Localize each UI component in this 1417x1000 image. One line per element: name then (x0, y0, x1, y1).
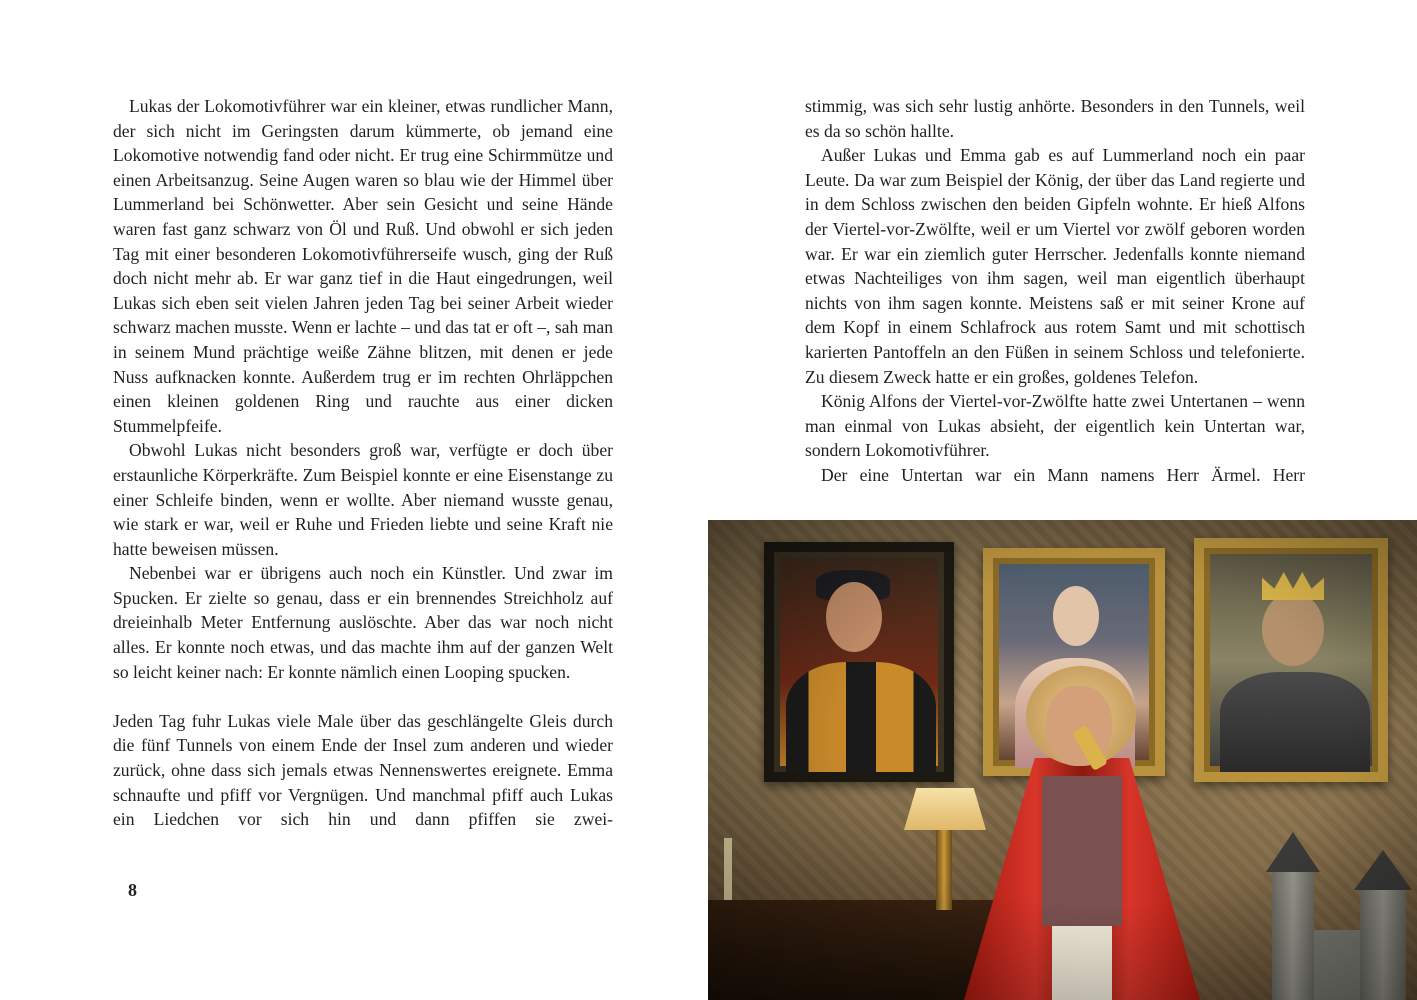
lamp-base (936, 830, 952, 910)
section-break (113, 684, 613, 709)
paragraph: Der eine Untertan war ein Mann namens Herr Ärmel. Herr (821, 464, 1305, 485)
candle (724, 838, 732, 900)
king-figure (964, 666, 1200, 1000)
portrait-body (786, 662, 936, 772)
paragraph: Obwohl Lukas nicht besonders groß war, verfügte er doch über erstaunliche Körperkräfte. Zum Beispiel konnte er eine Eisenstange zu einer Schleife binden, wenn er wollte. Aber niemand wusste genau, wie stark er war, weil er Ruhe und Frieden liebte und seine Kraft nie hatte beweisen müssen. (113, 440, 613, 559)
paragraph: König Alfons der Viertel-vor-Zwölfte hatte zwei Untertanen – wenn man einmal von Lukas absieht, der eigentlich kein Untertan war, sondern Lokomotivführer. (805, 391, 1305, 461)
illustration-photo (708, 520, 1417, 1000)
portrait-frame-3 (1194, 538, 1388, 782)
side-table (708, 900, 998, 1000)
castle-model (1264, 836, 1417, 1000)
paragraph: Außer Lukas und Emma gab es auf Lummerland noch ein paar Leute. Da war zum Beispiel der König, der über das Land regierte und in dem Schloss zwischen den beiden Gipfeln wohnte. Er hieß Alfons der Viertel-vor-Zwölfte, weil er um Viertel vor zwölf geboren worden war. Er war ein ziemlich guter Herrscher. Jedenfalls konnte niemand etwas Nachteiliges von ihm sagen, weil man eigentlich überhaupt nichts von ihm sagen konnte. Meistens saß er mit seiner Krone auf dem Kopf in einem Schlafrock aus rotem Samt und mit schottisch karierten Pantoffeln an den Füßen in seinem Schloss und telefonierte. Zu diesem Zweck hatte er ein großes, goldenes Telefon. (805, 145, 1305, 387)
king-shirt (1052, 926, 1112, 1000)
right-text-column (805, 94, 1305, 488)
portrait-head (826, 582, 882, 652)
castle-tower (1272, 872, 1314, 1000)
paragraph: Lukas der Lokomotivführer war ein kleiner, etwas rundlicher Mann, der sich nicht im Geringsten darum kümmerte, ob jemand eine Lokomotive notwendig fand oder nicht. Er trug eine Schirmmütze und einen Arbeitsanzug. Seine Augen waren so blau wie der Himmel über Lummerland bei Schönwetter. Aber sein Gesicht und seine Hände waren fast ganz schwarz von Öl und Ruß. Und obwohl er sich jeden Tag mit einer besonderen Lokomotivführerseife wusch, ging der Ruß doch nicht mehr ab. Er war ganz tief in die Haut eingedrungen, weil Lukas sich eben seit vielen Jahren jeden Tag bei seiner Arbeit wieder schwarz machen musste. Wenn er lachte – und das tat er oft –, sah man in seinem Mund prächtige weiße Zähne blitzen, mit denen er jede Nuss aufknacken konnte. Außerdem trug er im rechten Ohrläppchen einen kleinen goldenen Ring und rauchte aus einer dicken Stummelpfeife. (113, 96, 613, 436)
paragraph: Jeden Tag fuhr Lukas viele Male über das geschlängelte Gleis durch die fünf Tunnels von einem Ende der Insel zum anderen und wieder zurück, ohne dass sich jemals etwas Nennenswertes ereignete. Emma schnaufte und pfiff vor Vergnügen. Und manchmal pfiff auch Lukas ein Liedchen vor sich hin und dann pfiffen sie zwei- (113, 710, 613, 830)
castle-roof (1266, 832, 1320, 872)
portrait-frame-1 (764, 542, 954, 782)
king-vest (1042, 776, 1122, 926)
paragraph: Nebenbei war er übrigens auch noch ein Künstler. Und zwar im Spucken. Er zielte so genau, dass er ein brennendes Streichholz auf dreieinhalb Meter Entfernung auslöschte. Aber das war noch nicht alles. Er konnte noch etwas, und das machte ihm auf der ganzen Welt so leicht keiner nach: Er konnte nämlich einen Looping spucken. (113, 563, 613, 682)
castle-tower (1360, 890, 1406, 1000)
portrait-body (1220, 672, 1370, 772)
right-page (708, 0, 1417, 1000)
left-text-column (113, 94, 613, 832)
castle-roof (1354, 850, 1412, 890)
paragraph: stimmig, was sich sehr lustig anhörte. Besonders in den Tunnels, weil es da so schön hallte. (805, 96, 1305, 141)
portrait-head (1053, 586, 1099, 646)
page-number: 8 (128, 880, 137, 900)
crown-icon (1262, 572, 1324, 600)
portrait-head (1262, 592, 1324, 666)
left-page (0, 0, 708, 1000)
